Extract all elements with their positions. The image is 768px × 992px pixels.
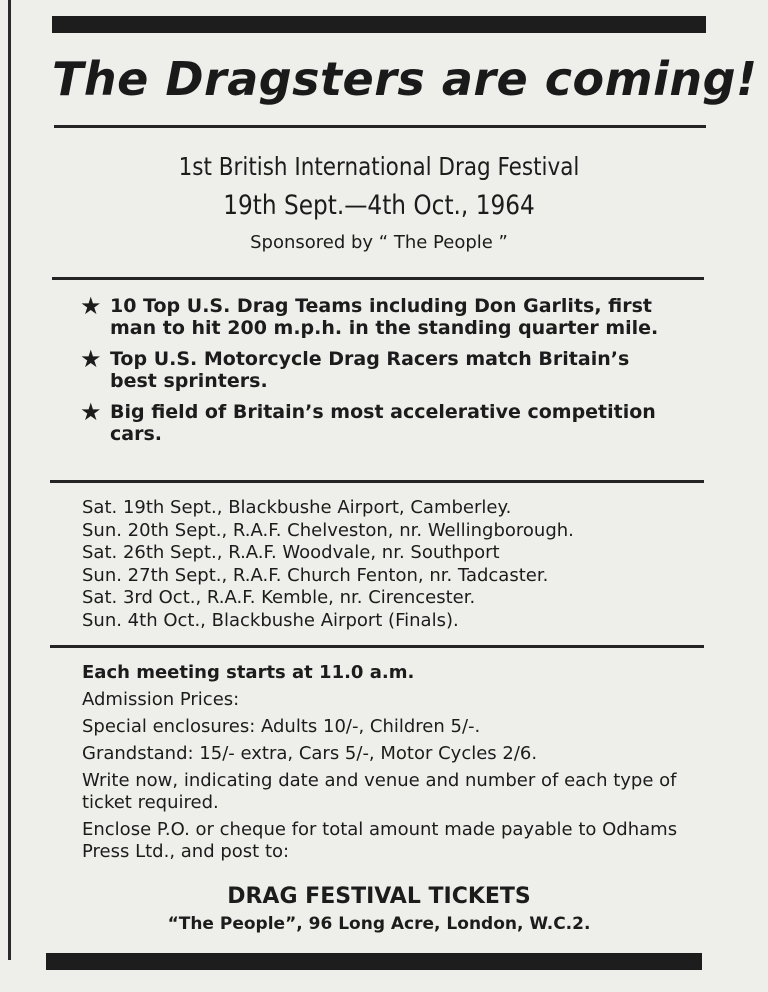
festival-dates: 19th Sept.—4th Oct., 1964 <box>223 190 535 221</box>
divider <box>50 480 704 483</box>
headline: The Dragsters are coming! <box>52 52 758 106</box>
highlight-item <box>80 292 680 339</box>
grandstand-price: Grandstand: 15/- extra, Cars 5/-, Motor Cycles 2/6. <box>82 743 538 764</box>
venue-line: Sun. 20th Sept., R.A.F. Chelveston, nr. Wellingborough. <box>82 519 574 541</box>
highlight-item <box>80 398 680 445</box>
venue-line: Sun. 4th Oct., Blackbushe Airport (Finals). <box>82 609 459 631</box>
payment-instructions: Enclose P.O. or cheque for total amount made payable to Odhams Press Ltd., and post to: <box>82 819 678 862</box>
tickets-title: DRAG FESTIVAL TICKETS <box>227 884 531 909</box>
divider <box>54 125 706 128</box>
booking-info <box>82 662 682 868</box>
highlight-text: Big field of Britain’s most accelerative competition cars. <box>110 401 656 445</box>
venue-line: Sat. 3rd Oct., R.A.F. Kemble, nr. Cirencester. <box>82 587 476 608</box>
top-border-bar <box>52 16 706 33</box>
start-time: Each meeting starts at 11.0 a.m. <box>82 662 415 683</box>
admission-heading: Admission Prices: <box>82 689 240 710</box>
highlights-list <box>80 292 680 454</box>
star-icon: ★ <box>80 398 102 426</box>
festival-name: 1st British International Drag Festival <box>178 152 580 181</box>
venue-line: Sat. 19th Sept., Blackbushe Airport, Camberley. <box>82 497 512 518</box>
left-margin-rule <box>8 0 11 960</box>
star-icon: ★ <box>80 292 102 320</box>
venue-schedule <box>82 497 574 632</box>
star-icon: ★ <box>80 345 102 373</box>
venue-line: Sun. 27th Sept., R.A.F. Church Fenton, nr. Tadcaster. <box>82 564 549 586</box>
divider <box>50 645 704 648</box>
highlight-item <box>80 345 680 392</box>
divider <box>52 277 704 280</box>
highlight-text: 10 Top U.S. Drag Teams including Don Garlits, first man to hit 200 m.p.h. in the standing quarter mile. <box>110 295 659 339</box>
highlight-text: Top U.S. Motorcycle Drag Racers match Britain’s best sprinters. <box>110 348 630 392</box>
write-now-instructions: Write now, indicating date and venue and number of each type of ticket required. <box>82 770 677 813</box>
tickets-address: “The People”, 96 Long Acre, London, W.C.2. <box>167 914 591 934</box>
sponsor-line: Sponsored by “ The People ” <box>250 232 508 253</box>
bottom-border-bar <box>46 953 702 970</box>
special-enclosures-price: Special enclosures: Adults 10/-, Children 5/-. <box>82 716 481 737</box>
venue-line: Sat. 26th Sept., R.A.F. Woodvale, nr. Southport <box>82 542 500 563</box>
